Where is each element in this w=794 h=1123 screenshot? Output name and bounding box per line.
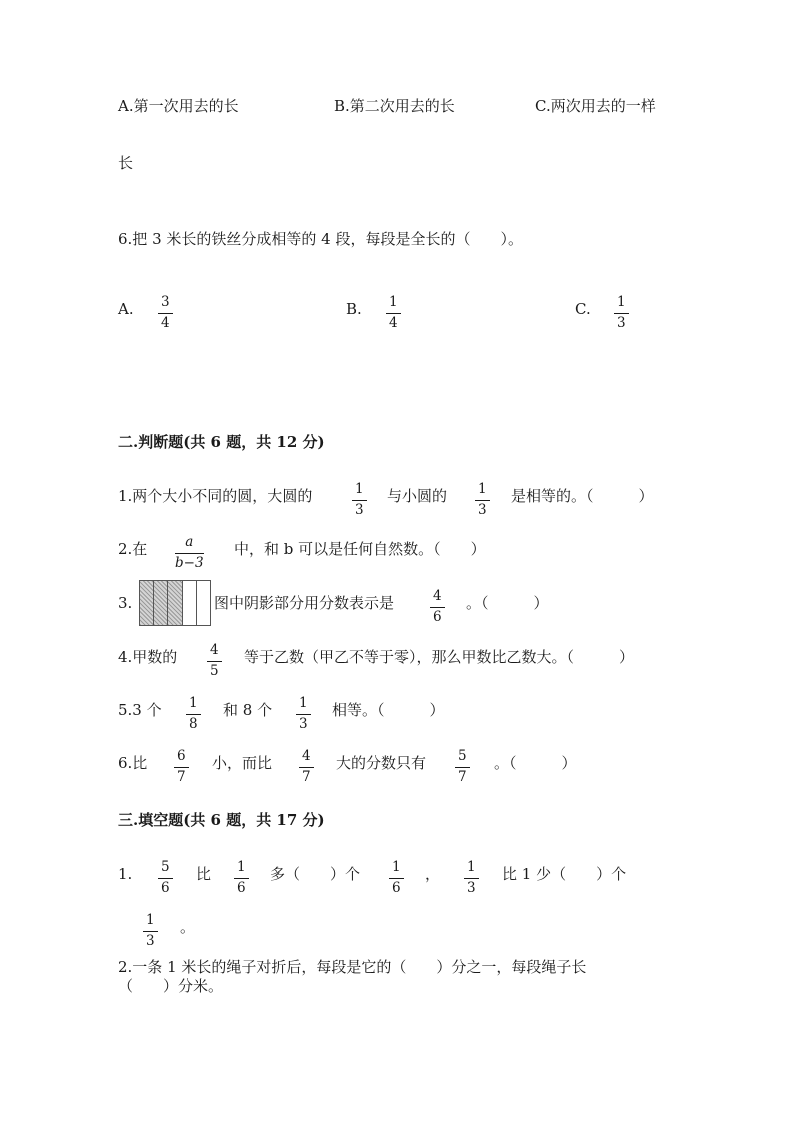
s2q5-suffix: 相等。（ ） [332,701,445,719]
s3q1-fraction-2: 1 6 [234,861,249,895]
s2q1-suffix: 是相等的。（ ） [511,487,654,505]
s2q5-fraction-2: 1 3 [296,697,311,731]
s2q1-prefix: 1.两个大小不同的圆，大圆的 [118,487,313,505]
s3q1-fraction-4: 1 3 [464,861,479,895]
section3-heading: 三.填空题(共 6 题，共 17 分) [118,811,325,829]
s2q1-mid: 与小圆的 [387,487,448,505]
s2q1-fraction-2: 1 3 [475,483,490,517]
s3q2-line-1: 2.一条 1 米长的绳子对折后，每段是它的（ ）分之一，每段绳子长 [118,958,587,976]
s2q4-fraction: 4 5 [207,644,222,678]
q5-option-c: C.两次用去的一样 [535,97,656,115]
s2q5-prefix: 5.3 个 [118,701,162,719]
s3q1-fraction-3: 1 6 [389,861,404,895]
q5-option-a: A.第一次用去的长 [118,97,239,115]
s2q6-prefix: 6.比 [118,754,148,772]
s3q1-prefix: 1. [118,865,133,883]
grid-cell-shaded [140,581,154,625]
q6-option-c-fraction: 1 3 [614,296,629,330]
section2-heading: 二.判断题(共 6 题，共 12 分) [118,433,325,451]
q6-option-c-label: C. [575,300,591,318]
s2q6-fraction-1: 6 7 [174,750,189,784]
q5-option-b: B.第二次用去的长 [334,97,455,115]
q5-option-c-wrap: 长 [118,154,134,172]
s2q5-fraction-1: 1 8 [186,697,201,731]
q6-option-b-fraction: 1 4 [386,296,401,330]
s2q2-prefix: 2.在 [118,540,148,558]
grid-cell-shaded [154,581,168,625]
s2q6-mid-1: 小，而比 [212,754,273,772]
s3q1-text-3: ， [425,865,441,883]
s2q6-fraction-2: 4 7 [299,750,314,784]
grid-cell-empty [197,581,210,625]
s2q2-fraction: a b−3 [175,534,204,571]
s3q1-text-2: 多（ ）个 [270,865,361,883]
grid-cell-shaded [168,581,182,625]
shaded-grid-figure [139,580,211,626]
s2q1-fraction-1: 1 3 [352,483,367,517]
s2q3-text: 图中阴影部分用分数表示是 [214,594,395,612]
s2q6-fraction-3: 5 7 [455,750,470,784]
s3q1-text-5: 。 [180,918,196,936]
s2q4-prefix: 4.甲数的 [118,648,178,666]
s3q2-line-2: （ ）分米。 [118,977,224,995]
s3q1-fraction-5: 1 3 [143,914,158,948]
s2q3-prefix: 3. [118,594,133,612]
s2q6-mid-2: 大的分数只有 [336,754,427,772]
s2q3-suffix: 。（ ） [466,594,549,612]
grid-cell-empty [183,581,197,625]
q6-option-a-label: A. [118,300,134,318]
s3q1-fraction-1: 5 6 [158,861,173,895]
s2q5-mid: 和 8 个 [223,701,273,719]
s2q3-fraction: 4 6 [430,590,445,624]
q6-question-text: 6.把 3 米长的铁丝分成相等的 4 段，每段是全长的（ ）。 [118,230,523,248]
q6-option-a-fraction: 3 4 [158,296,173,330]
s3q1-text-1: 比 [196,865,212,883]
s2q6-suffix: 。（ ） [494,754,577,772]
s2q4-suffix: 等于乙数（甲乙不等于零），那么甲数比乙数大。（ ） [244,648,635,666]
s3q1-text-4: 比 1 少（ ）个 [502,865,627,883]
q6-option-b-label: B. [346,300,362,318]
s2q2-suffix: 中，和 b 可以是任何自然数。（ ） [234,540,486,558]
